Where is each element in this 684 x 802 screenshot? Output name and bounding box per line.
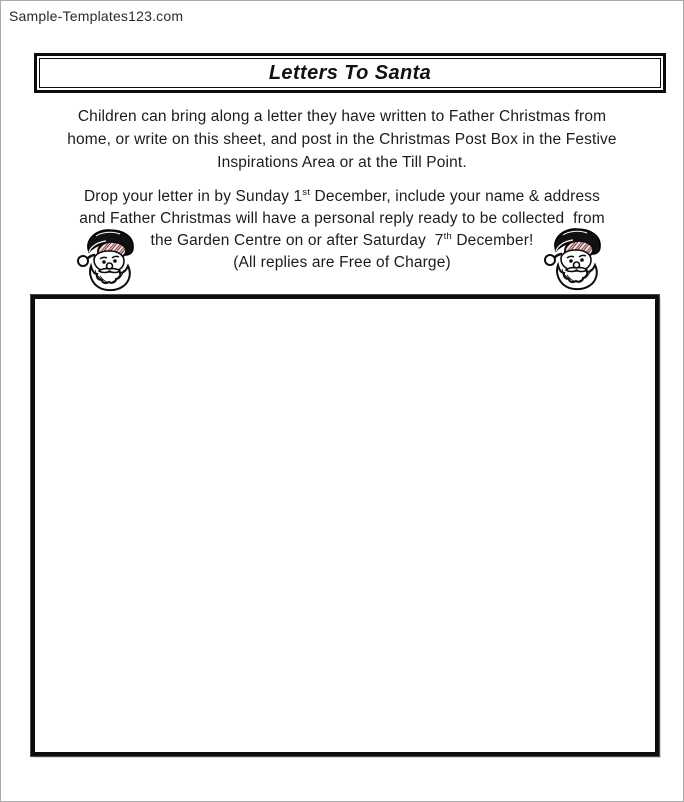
paragraph-line: Children can bring along a letter they have written to Father Christmas from xyxy=(77,108,607,125)
site-watermark: Sample-Templates123.com xyxy=(9,8,184,24)
paragraph-line: Drop your letter in by Sunday 1st December, include your name & address xyxy=(83,186,601,205)
santa-head-clipart-left xyxy=(76,226,142,294)
title-box-inner-border xyxy=(39,58,661,88)
paragraph-line: home, or write on this sheet, and post in the Christmas Post Box in the Festive xyxy=(67,131,617,148)
page-title: Letters To Santa xyxy=(268,61,432,84)
paragraph-line: and Father Christmas will have a personal reply ready to be collected from xyxy=(79,210,605,227)
paragraph-line: (All replies are Free of Charge) xyxy=(233,254,451,271)
intro-paragraph xyxy=(1,105,683,174)
title-box xyxy=(34,53,666,93)
paragraph-line: Inspirations Area or at the Till Point. xyxy=(217,154,467,171)
letter-writing-area xyxy=(31,295,659,756)
santa-head-clipart-right xyxy=(543,225,609,293)
paragraph-line: the Garden Centre on or after Saturday 7th December! xyxy=(150,230,534,249)
